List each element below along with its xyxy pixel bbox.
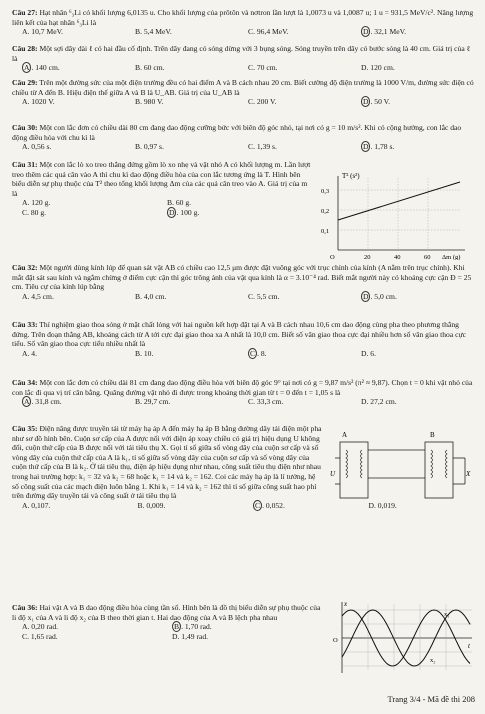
option-a: A. 1020 V. [22,97,55,107]
option-b: B. 10. [135,348,154,358]
question-text: Hai vật A và B dao động điều hòa cùng tần số. Hình bên là đồ thị biểu diễn sự phụ thuộc của li độ x₁ của A và li độ x₂ của B theo thời gian t. Hai dao động của A và B lệch pha nhau [12,603,321,622]
question-text: Trên một đường sức của một điện trường đều có hai điểm A và B cách nhau 20 cm. Biết cường độ điện trường là 1000 V/m, đường sức điện có chiều từ A đến B. Hiệu điện thế giữa A và B là U_AB. Giá trị của U_AB là [12,78,474,97]
y-axis-label: T² (s²) [342,172,360,180]
question-29 [12,78,474,107]
x-tick: 20 [364,254,371,260]
option-d: D. 6. [361,348,376,358]
option-d: D . 1,78 s. [363,142,395,152]
option-b: B. 980 V. [135,97,164,107]
option-d: D. 0,019. [368,500,397,510]
question-number: Câu 32: [12,263,38,272]
x-axis-label: x [344,600,348,608]
option-d: D . 32,1 MeV. [363,27,406,37]
question-28 [12,44,474,73]
option-b: B. 60 g. [167,198,192,208]
question-number: Câu 33: [12,320,38,329]
question-number: Câu 27: [12,8,38,17]
option-d: D. 27,2 cm. [361,397,397,407]
question-text: Thí nghiệm giao thoa sóng ở mặt chất lỏng với hai nguồn kết hợp đặt tại A và B cách nhau 10,6 cm dao động cùng pha theo phương thẳng đứng. Trên đoạn thẳng AB, khoảng cách từ A tới cực đại giao thoa xa A nhất là 10,0 cm. Biết số vân giao thoa cực đại nhiều hơn số vân giao thoa cực tiểu. Số vân giao thoa cực tiểu nhiều nhất là [12,320,466,349]
question-32 [12,263,474,301]
question-30 [12,123,474,152]
question-text: Một con lắc đơn có chiều dài 80 cm đang dao động cưỡng bức với biên độ góc nhỏ, tại nơi có g = 10 m/s². Khi có cộng hưởng, con lắc dao động điều hòa với chu kì là [12,123,462,142]
option-d: D . 100 g. [169,207,200,217]
option-c: C. 96,4 MeV. [248,27,289,37]
option-b: B. 5,4 MeV. [135,27,172,37]
question-27 [12,8,474,37]
option-a: A. 4. [22,348,37,358]
label-u: U [330,470,336,478]
option-d: D . 50 V. [363,97,391,107]
option-b: B. 0,009. [137,500,166,510]
option-a: A. 0,20 rad. [22,622,59,632]
question-36 [12,603,322,641]
label-a: A [342,431,348,439]
question-35 [12,424,397,510]
question-number: Câu 34: [12,378,38,387]
option-a: A. 0,56 s. [22,142,52,152]
option-a: A. 4,5 cm. [22,291,54,301]
t-axis-label: t [468,642,470,650]
option-b: B. 0,97 s. [135,142,164,152]
option-c: C. 1,65 rad. [22,631,58,641]
question-number: Câu 29: [12,78,38,87]
question-33 [12,320,474,358]
option-c: C . 0,052. [255,500,285,510]
question-number: Câu 30: [12,123,38,132]
x-tick: 60 [424,254,431,260]
x-tick: 40 [394,254,401,260]
question-number: Câu 36: [12,603,38,612]
question-text: Hạt nhân ⁶₃Li có khối lượng 6,0135 u. Cho khối lượng của prôtôn và nơtron lần lượt là 1,0073 u và 1,0087 u; 1 u = 931,5 MeV/c². Năng lượng liên kết của hạt nhân ⁶₃Li là [12,8,474,27]
option-a: A . 140 cm. [24,63,60,73]
option-b: B. 60 cm. [135,63,165,73]
question-text: Điện năng được truyền tải từ máy hạ áp A đến máy hạ áp B bằng đường dây tải điện một pha như sơ đồ hình bên. Cuộn sơ cấp của A được nối với điện áp xoay chiều có giá trị hiệu dụng U không đổi, cuộn thứ cấp của B được nối với tải tiêu thụ X. Gọi tỉ số giữa số vòng dây của cuộn sơ cấp và số vòng dây của cuộn thứ cấp của A là k₁, tỉ số giữa số vòng dây của cuộn sơ cấp và số vòng dây của cuộn thứ cấp của B là k₂. Ở tải tiêu thụ, điện áp hiệu dụng như nhau, công suất tiêu thụ điện như nhau trong hai trường hợp: k₁ = 32 và k₂ = 68 hoặc k₁ = 14 và k₂ = 162. Coi các máy hạ áp là lí tưởng, hệ số công suất của các mạch điện luôn bằng 1. Khi k₁ = 14 và k₂ = 162 thì tỉ số giữa công suất hao phí trên đường dây truyền tải và công suất ở tải tiêu thụ là [12,424,322,501]
y-tick: 0,1 [321,228,330,235]
option-b: B . 1,70 rad. [174,622,212,632]
option-d: D. 120 cm. [361,63,395,73]
option-c: C. 80 g. [22,207,47,217]
option-c: C. 5,5 cm. [248,291,280,301]
y-tick: 0,3 [321,188,330,195]
option-c: C. 70 cm. [248,63,278,73]
t-squared-graph [320,168,475,260]
option-a: A . 31,8 cm. [24,397,62,407]
option-c: C. 1,39 s. [248,142,277,152]
oscillation-graph [332,598,477,676]
graph-line [338,182,460,220]
coils [346,450,447,478]
option-c: C. 200 V. [248,97,277,107]
transformer-b [425,442,453,498]
label-b: B [430,431,435,439]
option-d: D. 1,49 rad. [172,631,209,641]
question-34 [12,378,474,407]
question-number: Câu 28: [12,44,38,53]
x-axis-label: Δm (g) [442,254,461,260]
option-b: B. 4,0 cm. [135,291,167,301]
option-d: D . 5,0 cm. [363,291,397,301]
grid [342,604,472,670]
page-footer: Trang 3/4 - Mã đề thi 208 [387,694,475,704]
question-text: Một con lắc lò xo treo thẳng đứng gồm lò xo nhẹ và vật nhỏ A có khối lượng m. Lần lượt treo thêm các quả cân vào A thì chu kì dao động điều hòa của con lắc tương ứng là T. Hình bên biểu diễn sự phụ thuộc của T² theo tổng khối lượng Δm của các quả cân treo vào A. Giá trị của m là [12,160,311,198]
x2-label: x₂ [430,657,436,664]
question-31 [12,160,312,218]
option-a: A. 120 g. [22,198,51,208]
transformer-diagram [330,428,478,508]
x-tick: O [330,254,335,260]
x1-label: x₁ [444,611,450,618]
option-c: C . 8. [250,348,267,358]
label-x: X [466,470,471,478]
option-a: A. 10,7 MeV. [22,27,63,37]
question-number: Câu 35: [12,424,38,433]
question-text: Một sợi dây dài ℓ có hai đầu cố định. Trên dây đang có sóng dừng với 3 bụng sóng. Sóng truyền trên dây có bước sóng là 40 cm. Giá trị của ℓ là [12,44,471,63]
option-b: B. 29,7 cm. [135,397,171,407]
origin-label: O [333,637,338,644]
option-a: A. 0,107. [22,500,51,510]
question-text: Một con lắc đơn có chiều dài 81 cm đang dao động điều hòa với biên độ góc 9° tại nơi có g = 9,87 m/s² (π² ≈ 9,87). Chọn t = 0 khi vật nhỏ của con lắc đi qua vị trí cân bằng. Quãng đường vật nhỏ đi được trong khoảng thời gian từ t = 0 đến t = 1,05 s là [12,378,473,397]
option-c: C. 33,3 cm. [248,397,284,407]
y-tick: 0,2 [321,208,330,215]
question-text: Một người dùng kính lúp để quan sát vật AB có chiều cao 12,5 μm được đặt vuông góc với trục chính của kính (A nằm trên trục chính). Khi mắt đặt sát sau kính và ngắm chừng ở điểm cực cận thì góc trông ảnh của vật qua kính là α = 3.10⁻⁴ rad. Biết mắt người này có khoảng cực cận Đ = 25 cm. Tiêu cự của kính lúp bằng [12,263,472,292]
transformer-a [340,442,368,498]
question-number: Câu 31: [12,160,38,169]
